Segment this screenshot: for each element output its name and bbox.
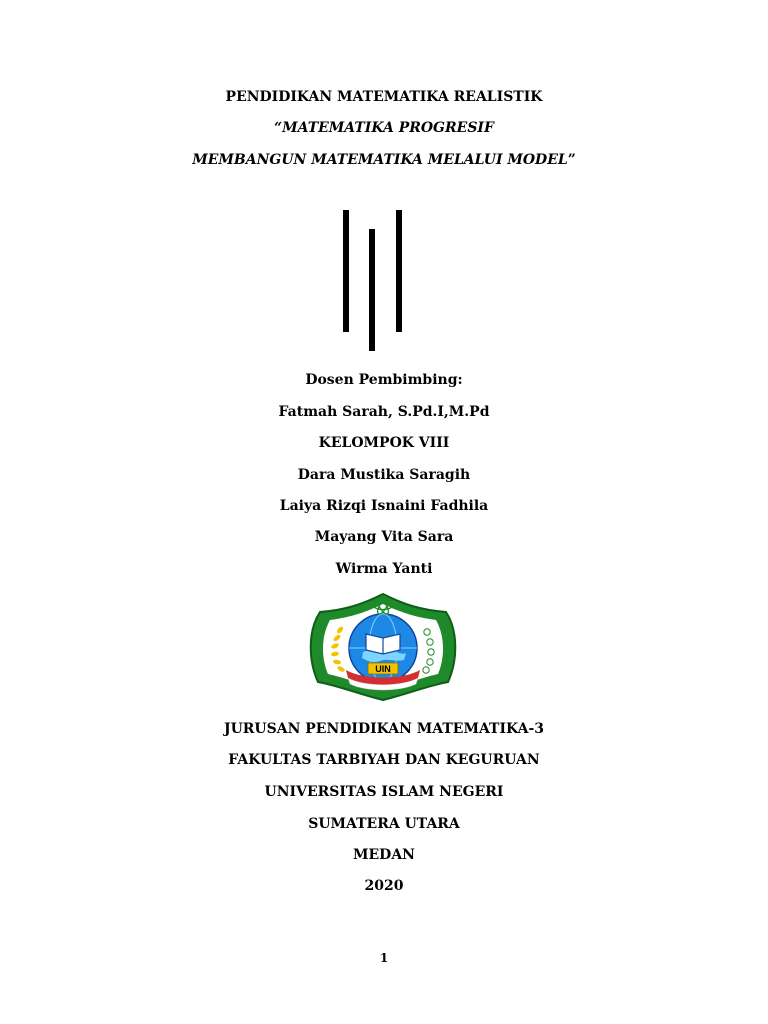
year: 2020 xyxy=(364,878,404,894)
document-subtitle-line2 xyxy=(0,151,768,169)
university: UNIVERSITAS ISLAM NEGERI xyxy=(264,784,504,800)
group-name: KELOMPOK VIII xyxy=(318,435,450,451)
region: SUMATERA UTARA xyxy=(308,816,460,832)
document-subtitle-line1: “MATEMATIKA PROGRESIF xyxy=(274,120,494,136)
subtitle-close-quote: ” xyxy=(567,152,576,168)
group-member: Mayang Vita Sara xyxy=(314,529,454,545)
advisor-name: Fatmah Sarah, S.Pd.I,M.Pd xyxy=(278,404,490,420)
group-member: Laiya Rizqi Isnaini Fadhila xyxy=(279,498,489,514)
university-logo xyxy=(308,590,458,702)
document-title: PENDIDIKAN MATEMATIKA REALISTIK xyxy=(225,89,543,105)
advisor-label: Dosen Pembimbing: xyxy=(305,372,463,388)
department: JURUSAN PENDIDIKAN MATEMATIKA-3 xyxy=(223,721,545,737)
group-member: Wirma Yanti xyxy=(335,561,433,577)
logo-text: UIN xyxy=(375,664,391,674)
decorative-bar-middle xyxy=(369,229,375,351)
decorative-bar-right xyxy=(396,210,402,332)
faculty: FAKULTAS TARBIYAH DAN KEGURUAN xyxy=(228,752,540,768)
subtitle-line2-text: MEMBANGUN MATEMATIKA MELALUI MODEL xyxy=(192,152,568,168)
city: MEDAN xyxy=(353,847,415,863)
decorative-bar-left xyxy=(343,210,349,332)
group-member: Dara Mustika Saragih xyxy=(297,467,471,483)
page-number: 1 xyxy=(379,951,389,965)
